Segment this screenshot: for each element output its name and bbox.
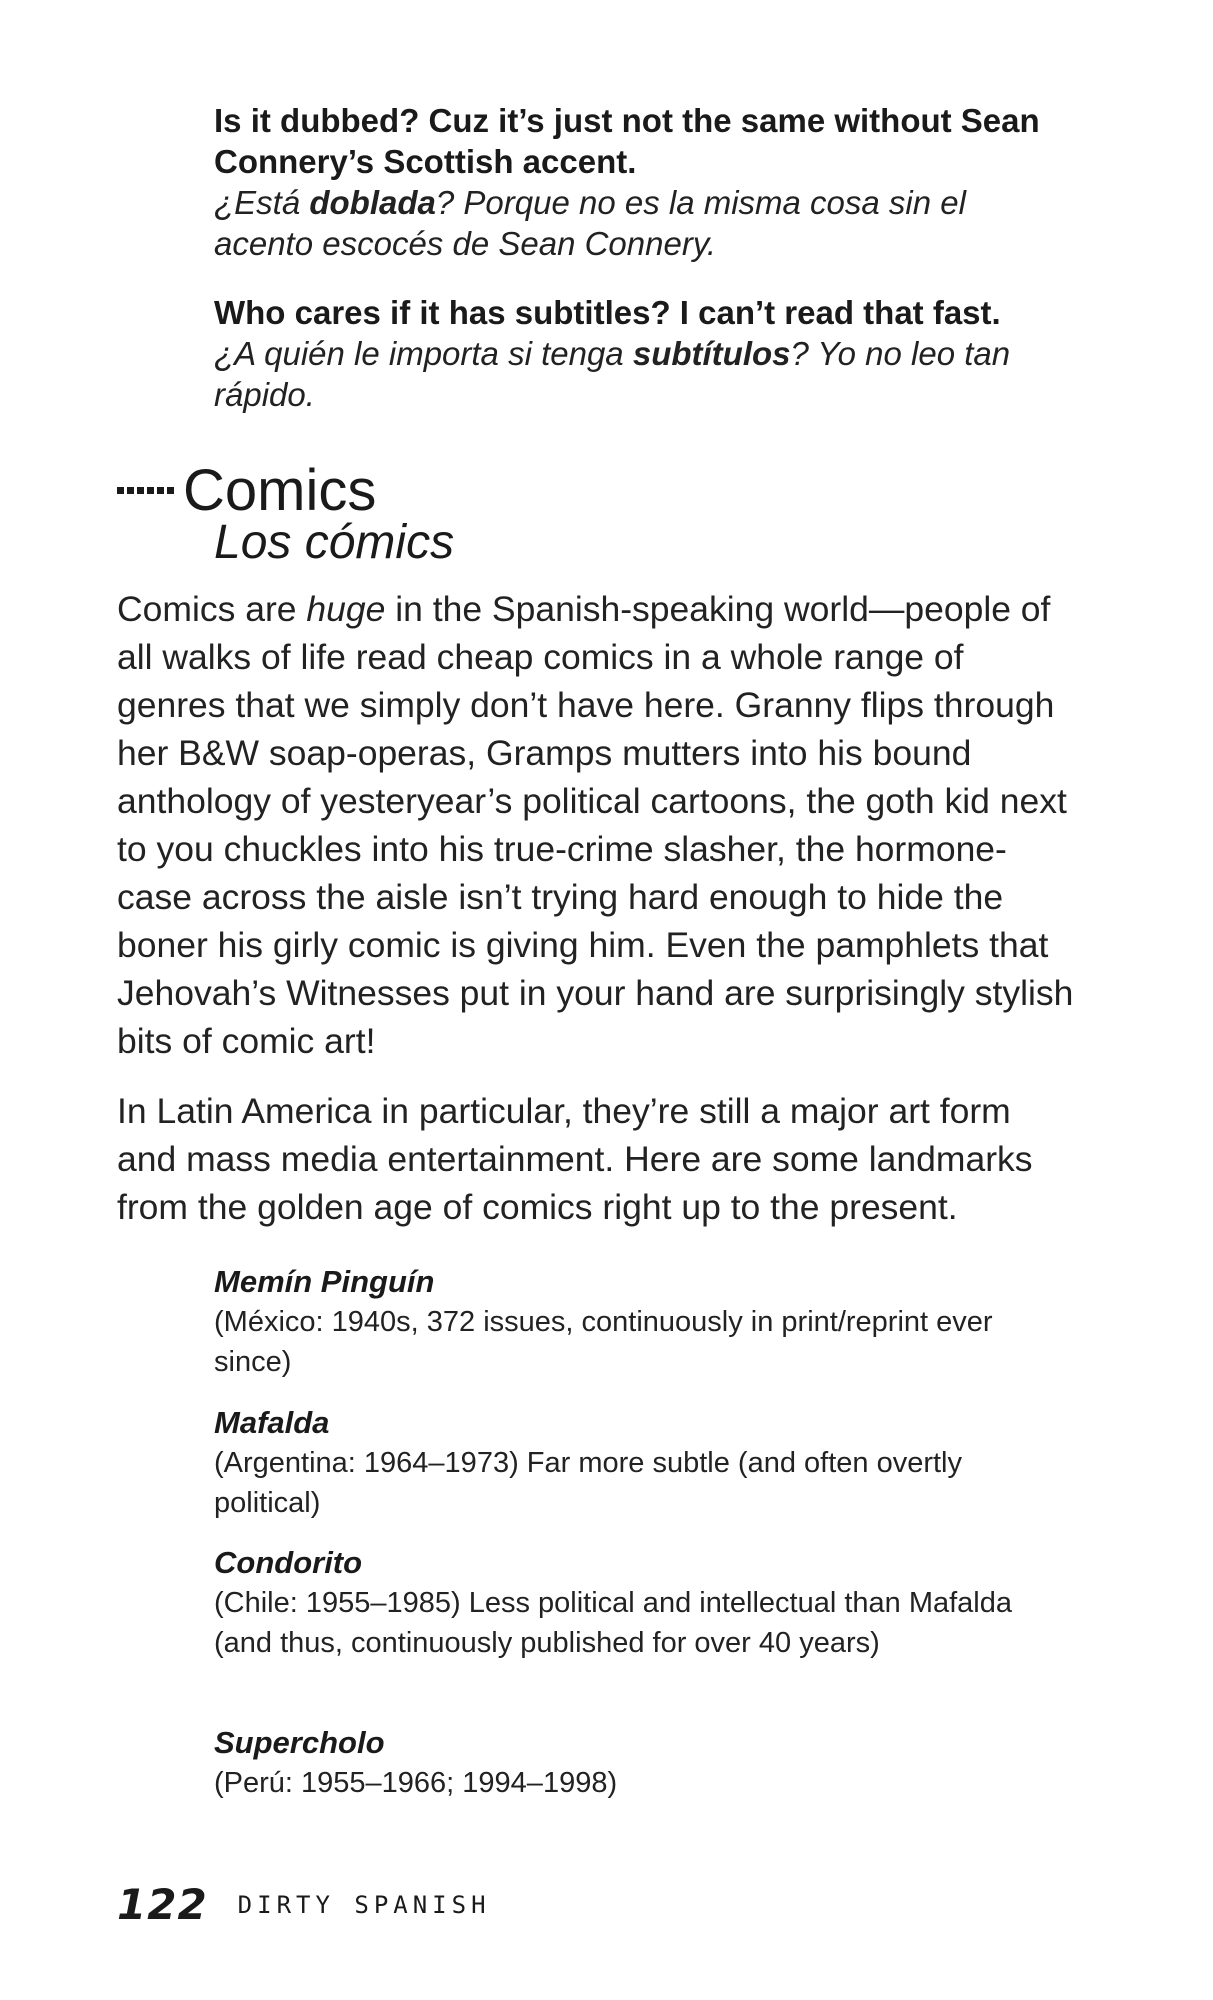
page-number: 122 (117, 1880, 208, 1929)
intro-paragraph-2: In Latin America in particular, they’re still a major art form and mass media entertainment. Here are some landmarks from the golden age of comics right up to the present. (117, 1091, 1033, 1227)
comic-entry (214, 1262, 1044, 1382)
comic-entry (214, 1723, 1044, 1803)
phrase-english: Is it dubbed? Cuz it’s just not the same without Sean Connery’s Scottish accent. (214, 102, 1040, 180)
comic-description: (Argentina: 1964–1973) Far more subtle (and often overtly political) (214, 1447, 962, 1519)
phrase-spanish: ¿A quién le importa si tenga subtítulos? Yo no leo tan rápido. (214, 335, 1011, 413)
section-subtitle: Los cómics (214, 516, 455, 569)
comic-description: (México: 1940s, 372 issues, continuously in print/reprint ever since) (214, 1306, 993, 1378)
comic-description: (Chile: 1955–1985) Less political and intellectual than Mafalda (and thus, continuously published for over 40 years) (214, 1587, 1013, 1659)
comic-entry (214, 1543, 1044, 1663)
comic-name: Memín Pinguín (214, 1264, 435, 1299)
comic-name: Supercholo (214, 1725, 385, 1760)
comic-name: Condorito (214, 1545, 363, 1580)
comic-name: Mafalda (214, 1405, 330, 1440)
phrase-subtitles (214, 292, 1044, 415)
comic-description: (Perú: 1955–1966; 1994–1998) (214, 1767, 618, 1799)
book-title: DIRTY SPANISH (237, 1890, 491, 1919)
comic-entry (214, 1403, 1044, 1523)
bullet-dots-icon (117, 482, 177, 500)
phrase-english: Who cares if it has subtitles? I can’t read that fast. (214, 294, 1001, 331)
phrase-spanish: ¿Está doblada? Porque no es la misma cosa sin el acento escocés de Sean Connery. (214, 184, 966, 262)
phrase-dubbed (214, 100, 1044, 264)
intro-paragraph-1: Comics are huge in the Spanish-speaking world—people of all walks of life read cheap comics in a whole range of genres that we simply don’t have here. Granny flips through her B&W soap-operas, Gramps mutters into his bound anthology of yesteryear’s political cartoons, the goth kid next to you chuckles into his true-crime slasher, the hormone-case across the aisle isn’t trying hard enough to hide the boner his girly comic is giving him. Even the pamphlets that Jehovah’s Witnesses put in your hand are surprisingly stylish bits of comic art! (117, 589, 1074, 1061)
section-title: Comics (183, 458, 377, 523)
page-footer (117, 1880, 491, 1930)
